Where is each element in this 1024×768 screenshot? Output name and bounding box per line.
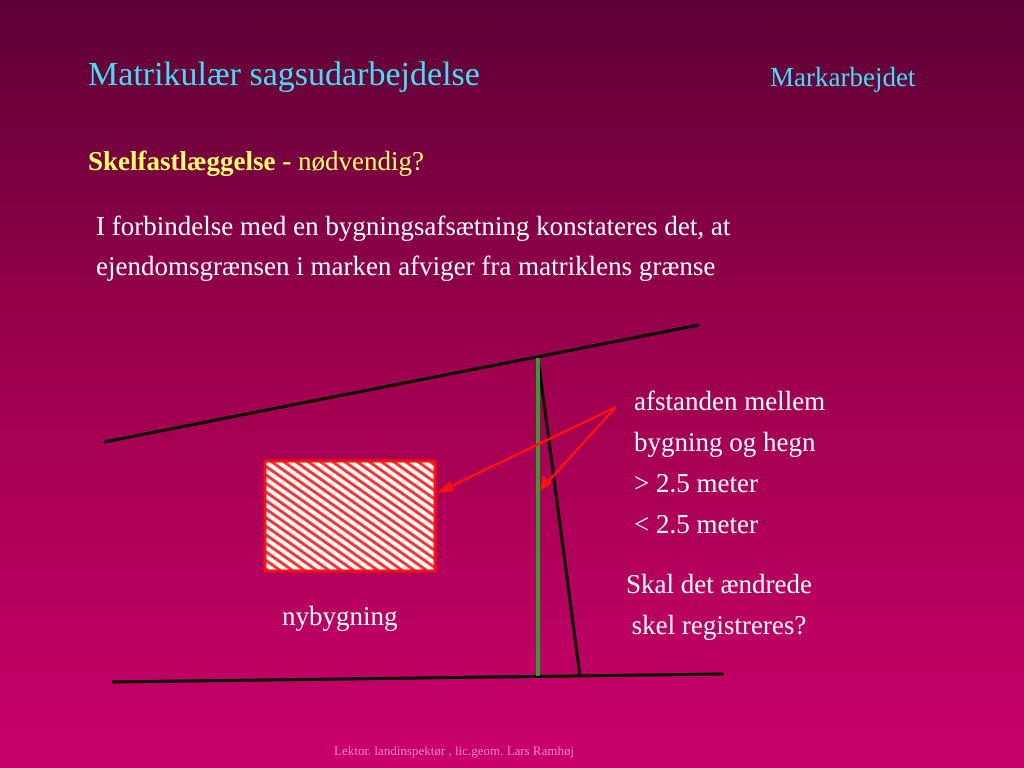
lower-boundary-line xyxy=(112,674,724,682)
callout-line: bygning og hegn xyxy=(634,427,816,457)
building-label: nybygning xyxy=(282,601,398,631)
arrow-to-fence xyxy=(544,407,616,486)
distance-callout xyxy=(634,381,825,545)
subtitle-rest: nødvendig? xyxy=(291,146,424,176)
registration-question xyxy=(626,564,812,646)
callout-line: < 2.5 meter xyxy=(634,509,758,539)
upper-boundary-line xyxy=(104,325,699,442)
subtitle-bold: Skelfastlæggelse - xyxy=(88,146,292,176)
arrow-head-building xyxy=(437,481,454,493)
intro-line: ejendomsgrænsen i marken afviger fra matriklens grænse xyxy=(96,251,716,281)
question-line: skel registreres? xyxy=(631,610,807,640)
callout-line: > 2.5 meter xyxy=(634,468,758,498)
arrow-to-building xyxy=(443,407,616,490)
slide-title: Matrikulær sagsudarbejdelse xyxy=(88,56,480,93)
footer-credit: Lektor. landinspektør , lic.geom. Lars Ramhøj xyxy=(334,743,575,758)
cadastral-boundary-line xyxy=(538,358,580,676)
question-line: Skal det ændrede xyxy=(626,569,812,599)
intro-line: I forbindelse med en bygningsafsætning konstateres det, at xyxy=(96,211,731,241)
section-label: Markarbejdet xyxy=(770,62,916,92)
callout-line: afstanden mellem xyxy=(634,386,826,416)
new-building xyxy=(265,461,435,571)
